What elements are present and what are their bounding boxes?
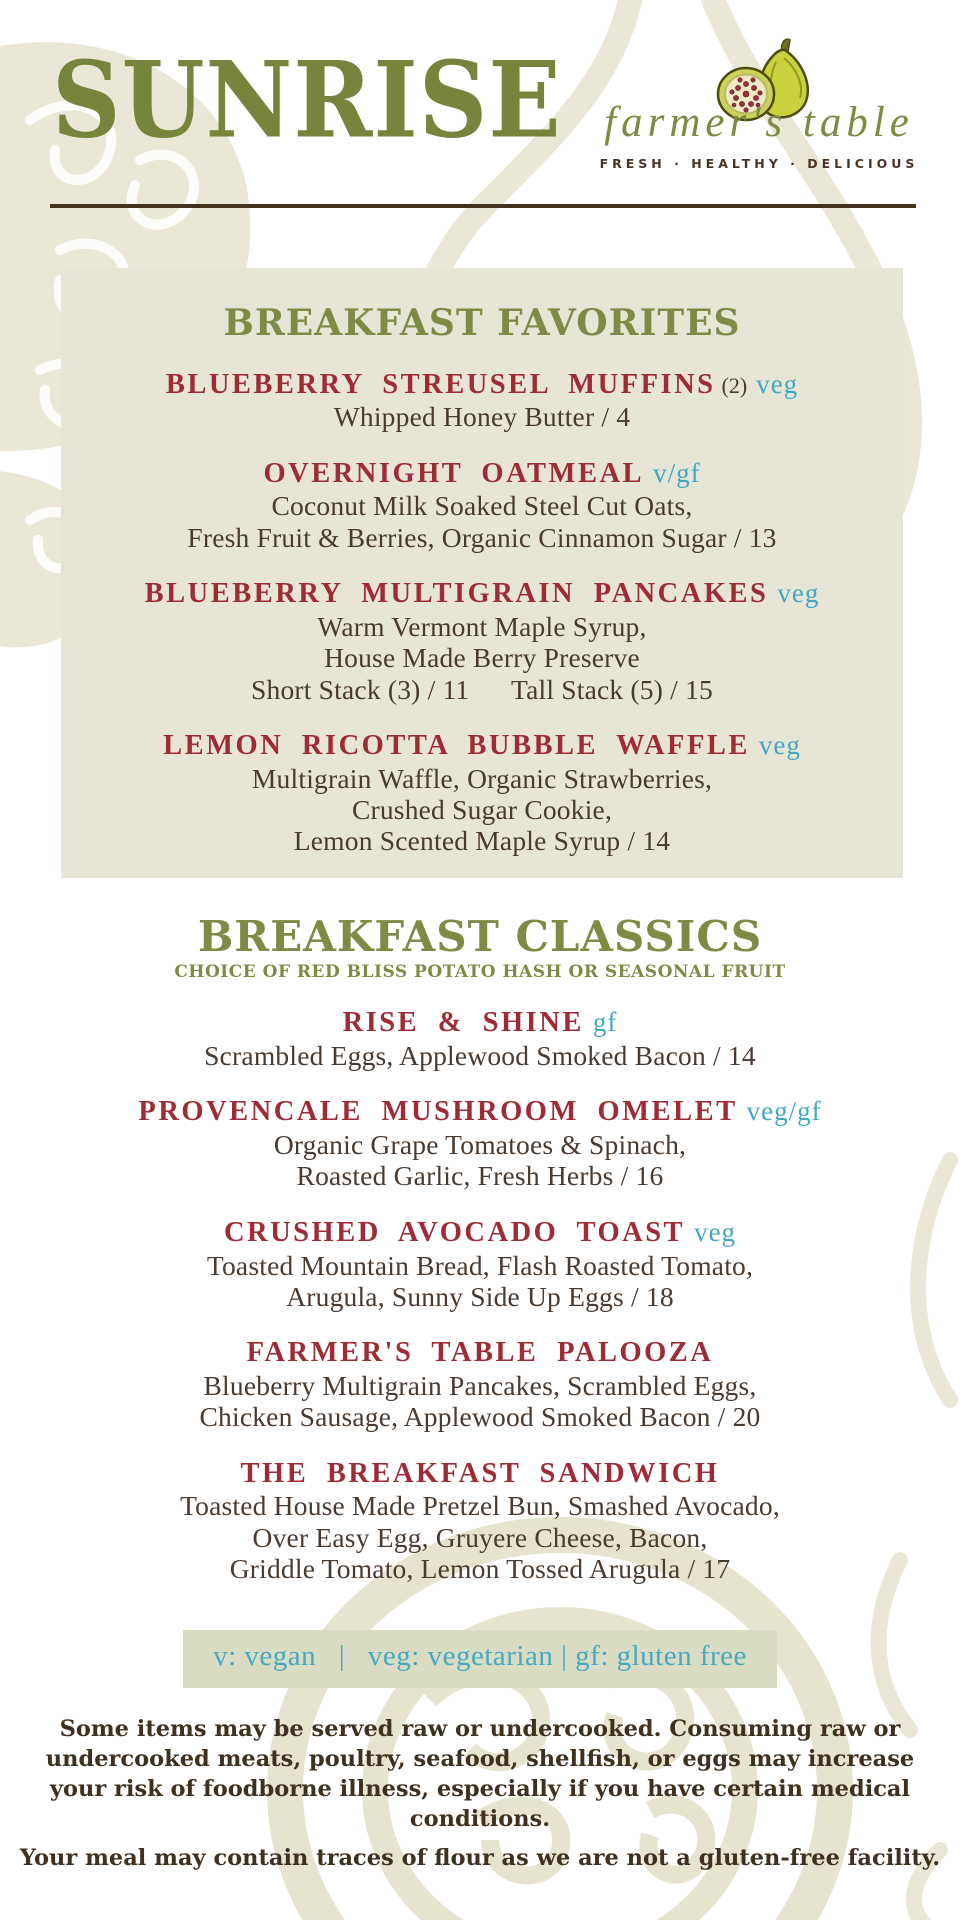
dietary-legend: v: vegan | veg: vegetarian | gf: gluten free [183, 1630, 777, 1688]
item-description: Warm Vermont Maple Syrup, [317, 610, 647, 642]
section-title: BREAKFAST CLASSICS [197, 912, 763, 961]
item-description: Crushed Sugar Cookie, [351, 794, 613, 826]
menu-item-provencale-mushroom-omelet [0, 1096, 960, 1191]
item-description: Toasted Mountain Bread, Flash Roasted Tomato, [206, 1249, 754, 1281]
diet-tag: veg/gf [746, 1096, 822, 1127]
item-description: Whipped Honey Butter / 4 [333, 401, 631, 433]
page-title: SUNRISE [52, 38, 562, 162]
menu-item-the-breakfast-sandwich [0, 1458, 960, 1585]
item-name: THE BREAKFAST SANDWICH [240, 1457, 720, 1489]
menu-item-lemon-ricotta-bubble-waffle [77, 730, 887, 857]
item-description: Fresh Fruit & Berries, Organic Cinnamon Sugar / 13 [187, 521, 777, 553]
item-description: Toasted House Made Pretzel Bun, Smashed Avocado, [180, 1490, 780, 1522]
section-subtitle: CHOICE OF RED BLISS POTATO HASH OR SEASONAL FRUIT [174, 962, 786, 983]
brand-name: farmer's table [604, 99, 914, 146]
item-name: BLUEBERRY MULTIGRAIN PANCAKES [144, 578, 769, 610]
item-name: RISE & SHINE [342, 1007, 584, 1039]
item-description: Lemon Scented Maple Syrup / 14 [293, 825, 671, 857]
brand-tagline: FRESH · HEALTHY · DELICIOUS [599, 156, 919, 171]
item-description: Blueberry Multigrain Pancakes, Scrambled Eggs, [203, 1369, 757, 1401]
brand-logo [594, 46, 924, 206]
menu-item-overnight-oatmeal [77, 458, 887, 553]
item-name: LEMON RICOTTA BUBBLE WAFFLE [163, 729, 750, 761]
diet-tag: veg [758, 729, 801, 760]
diet-tag: v/gf [653, 457, 701, 488]
menu-item-crushed-avocado-toast [0, 1217, 960, 1312]
item-name: BLUEBERRY STREUSEL MUFFINS [165, 368, 716, 400]
diet-tag: gf [592, 1007, 618, 1038]
item-description: Organic Grape Tomatoes & Spinach, [273, 1129, 687, 1161]
diet-tag: veg [694, 1216, 737, 1247]
item-price-options: Short Stack (3) / 11 Tall Stack (5) / 15 [251, 673, 713, 705]
disclaimer-raw-undercooked: Some items may be served raw or undercooked. Consuming raw or undercooked meats, poultry, seafood, shellfish, or eggs may increase your risk of foodborne illness, especially if you have certain medical conditions. [45, 1716, 915, 1833]
item-name: FARMER'S TABLE PALOOZA [246, 1337, 714, 1369]
section-breakfast-classics [0, 914, 960, 1584]
item-description: Scrambled Eggs, Applewood Smoked Bacon / 14 [204, 1039, 756, 1071]
item-description: Roasted Garlic, Fresh Herbs / 16 [296, 1160, 664, 1192]
item-description: Griddle Tomato, Lemon Tossed Arugula / 17 [229, 1553, 731, 1585]
item-description: Multigrain Waffle, Organic Strawberries, [251, 762, 713, 794]
menu-item-farmers-table-palooza [0, 1337, 960, 1432]
item-description: Arugula, Sunny Side Up Eggs / 18 [286, 1280, 674, 1312]
menu-item-rise-and-shine [0, 1007, 960, 1071]
menu-item-blueberry-streusel-muffins [77, 369, 887, 433]
item-description: Chicken Sausage, Applewood Smoked Bacon / 20 [199, 1401, 761, 1433]
item-description: Coconut Milk Soaked Steel Cut Oats, [271, 490, 693, 522]
section-title: BREAKFAST FAVORITES [223, 302, 741, 344]
section-breakfast-favorites [61, 268, 903, 878]
menu-item-blueberry-multigrain-pancakes [77, 578, 887, 705]
diet-tag: veg [756, 368, 799, 399]
item-name: CRUSHED AVOCADO TOAST [223, 1216, 686, 1248]
disclaimer [0, 1715, 960, 1874]
item-description: Over Easy Egg, Gruyere Cheese, Bacon, [252, 1521, 708, 1553]
item-name: OVERNIGHT OATMEAL [263, 457, 645, 489]
item-name: PROVENCALE MUSHROOM OMELET [138, 1096, 738, 1128]
item-note: (2) [721, 372, 748, 398]
diet-tag: veg [777, 578, 820, 609]
disclaimer-gluten: Your meal may contain traces of flour as we are not a gluten-free facility. [19, 1845, 941, 1872]
item-description: House Made Berry Preserve [324, 642, 640, 674]
header [0, 0, 960, 204]
